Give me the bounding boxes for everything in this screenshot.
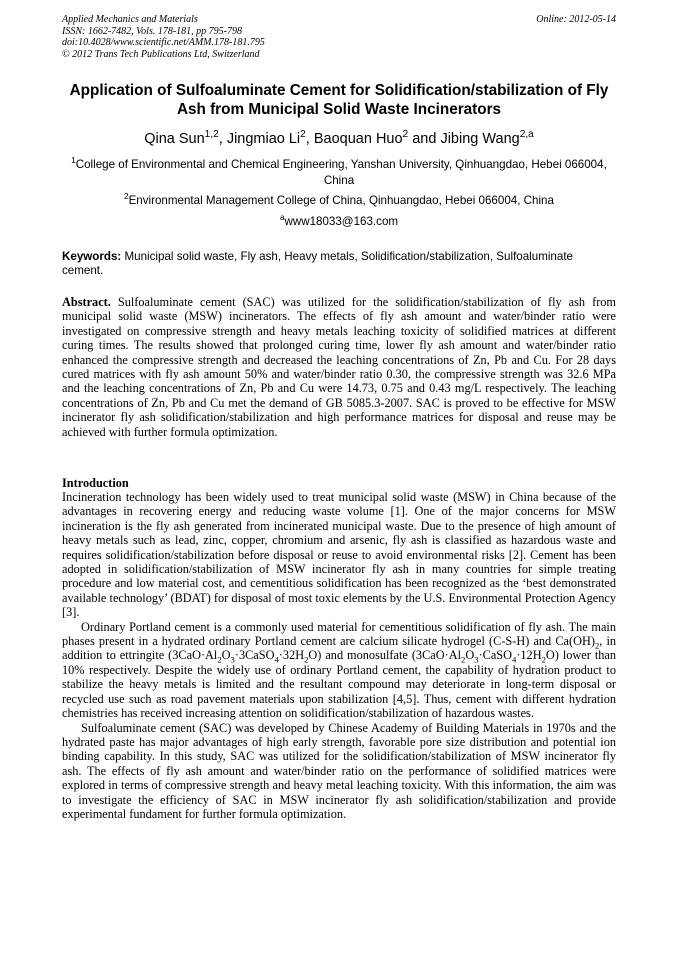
paper-title: Application of Sulfoaluminate Cement for Solidification/stabilization of Fly Ash from Municipal Solid Waste Incinerators [69, 82, 609, 118]
doi-line: doi:10.4028/www.scientific.net/AMM.178-181.795 [62, 37, 265, 48]
journal-name: Applied Mechanics and Materials [62, 14, 198, 25]
subscript: 4 [274, 654, 279, 665]
author-name: Jingmiao Li [226, 131, 301, 147]
text-run: Ordinary Portland cement is a commonly used material for cementitious solidification of fly ash. The main phases present in a hydrated ordinary Portland cement are calcium silicate hydrogel (C-S-H) and Ca(OH) [62, 619, 616, 649]
paragraph-2 [62, 620, 616, 721]
subscript: 2 [541, 654, 546, 665]
author-separator: , [305, 131, 314, 147]
text-run: O [221, 648, 231, 663]
text-run: , in addition to ettringite (3CaO·Al [62, 634, 617, 663]
affiliation-mark: 2 [124, 192, 129, 202]
author-list [62, 130, 616, 148]
running-header [62, 14, 616, 60]
paragraph-1: Incineration technology has been widely used to treat municipal solid waste (MSW) in China because of the advantages in recovering energy and reducing waste volume [1]. One of the major concerns for MSW incineration is the fly ash generated from incinerated municipal waste. Due to the presence of high amount of heavy metals such as lead, zinc, copper, chromium and arsenic, fly ash is classified as hazardous waste and requires solidification/stabilization before disposal or reuse to avoid environmental risks [2]. Cement has been adopted in solidification/stabilization of MSW incinerator fly ash in many countries for simple treating procedure and low material cost, and cementitious solidification has been recognized as the ‘best demonstrated available technology’ (BDAT) for disposal of most toxic elements by the U.S. Environmental Protection Agency [3]. [62, 490, 616, 620]
text-run: O) lower than 10% respectively. Despite the widely use of ordinary Portland cement, the capability of hydration product to stabilize the heavy metals is limited and the resultant compound may deteriorate in long-term disposal or recycled use such as road pavement materials upon stabilization [4,5]. Thus, cement with different hydration chemistries has received increasing attention on solidification/stabilization of hazardous wastes. [62, 648, 616, 721]
affiliation-text: Environmental Management College of China, Qinhuangdao, Hebei 066004, China [128, 194, 554, 207]
corresponding-email [70, 214, 608, 230]
subscript: 2 [217, 654, 222, 665]
copyright-line: © 2012 Trans Tech Publications Ltd, Switzerland [62, 48, 260, 60]
keywords-text: Municipal solid waste, Fly ash, Heavy metals, Solidification/stabilization, Sulfoaluminate cement. [62, 250, 574, 277]
affiliation-2 [70, 193, 608, 209]
text-run: ·12H [516, 648, 542, 663]
subscript: 4 [512, 654, 517, 665]
email-address: www18033@163.com [284, 215, 399, 228]
author-affiliation-mark: 1,2 [204, 129, 219, 141]
author-affiliation-mark: 2 [300, 129, 306, 141]
subscript: 2 [461, 654, 466, 665]
affiliation-1 [70, 157, 608, 189]
subscript: 2 [594, 640, 600, 651]
abstract-text: Sulfoaluminate cement (SAC) was utilized for the solidification/stabilization of fly ash from municipal solid waste (MSW) incinerators. The effects of fly ash amount and water/binder ratio were investigated on compressive strength and heavy metals leaching toxicity of solidified matrices at different curing times. The results showed that prolonged curing time, lower fly ash amount and water/binder ratio enhanced the compressive strength and decreased the leaching concentrations of Zn, Pb and Cu. For 28 days cured matrices with fly ash amount 50% and water/binder ratio 0.30, the compressive strength was 32.6 MPa and the leaching concentrations of Zn, Pb and Cu were 14.73, 0.75 and 0.43 mg/L respectively. The leaching concentrations of Zn, Pb and Cu met the demand of GB 5085.3-2007. SAC is proved to be effective for MSW incinerator fly ash solidification/stabilization and high performance matrices for disposal and reuse may be achieved with further formula optimization. [62, 295, 616, 439]
author-affiliation-mark: 2,a [519, 129, 534, 141]
author-affiliation-mark: 2 [402, 129, 409, 141]
keywords-label: Keywords: [62, 250, 122, 263]
text-run: ·CaSO [478, 648, 512, 663]
publication-info [62, 14, 616, 60]
issn-line: ISSN: 1662-7482, Vols. 178-181, pp 795-798 [62, 25, 242, 37]
subscript: 3 [474, 654, 479, 665]
email-mark: a [279, 213, 285, 223]
affiliation-mark: 1 [71, 156, 76, 166]
affiliation-text: College of Environmental and Chemical Engineering, Yanshan University, Qinhuangdao, Hebei 066004, China [75, 158, 607, 187]
author-name: Jibing Wang [440, 131, 520, 147]
keywords-block [62, 250, 616, 277]
text-run: O) and monosulfate (3CaO·Al [308, 648, 461, 663]
text-run: ·32H [278, 648, 305, 663]
author-name: Baoquan Huo [313, 131, 403, 147]
section-heading-introduction: Introduction [62, 476, 129, 490]
subscript: 2 [304, 654, 309, 665]
author-separator: and [408, 131, 441, 147]
author-separator: , [218, 131, 227, 147]
subscript: 3 [230, 654, 235, 665]
text-run: O [465, 648, 475, 663]
author-name: Qina Sun [144, 131, 205, 147]
introduction-body [62, 490, 616, 821]
text-run: ·3CaSO [234, 648, 275, 663]
abstract-label: Abstract. [62, 295, 111, 309]
paragraph-3: Sulfoaluminate cement (SAC) was developed by Chinese Academy of Building Materials in 1970s and the hydrated paste has major advantages of high early strength, favorable pore size distribution and potential ion binding capability. In this study, SAC was utilized for the solidification/stabilization of MSW incinerator fly ash. The effects of fly ash amount and water/binder ratio on the performance of solidified matrices were explored in terms of compressive strength and heavy metal leaching toxicity. With this information, the aim was to investigate the efficiency of SAC in MSW incinerator fly ash solidification/stabilization and provide experimental fundament for further formula optimization. [62, 720, 616, 821]
abstract-block [62, 295, 616, 439]
online-date: Online: 2012-05-14 [536, 14, 616, 25]
